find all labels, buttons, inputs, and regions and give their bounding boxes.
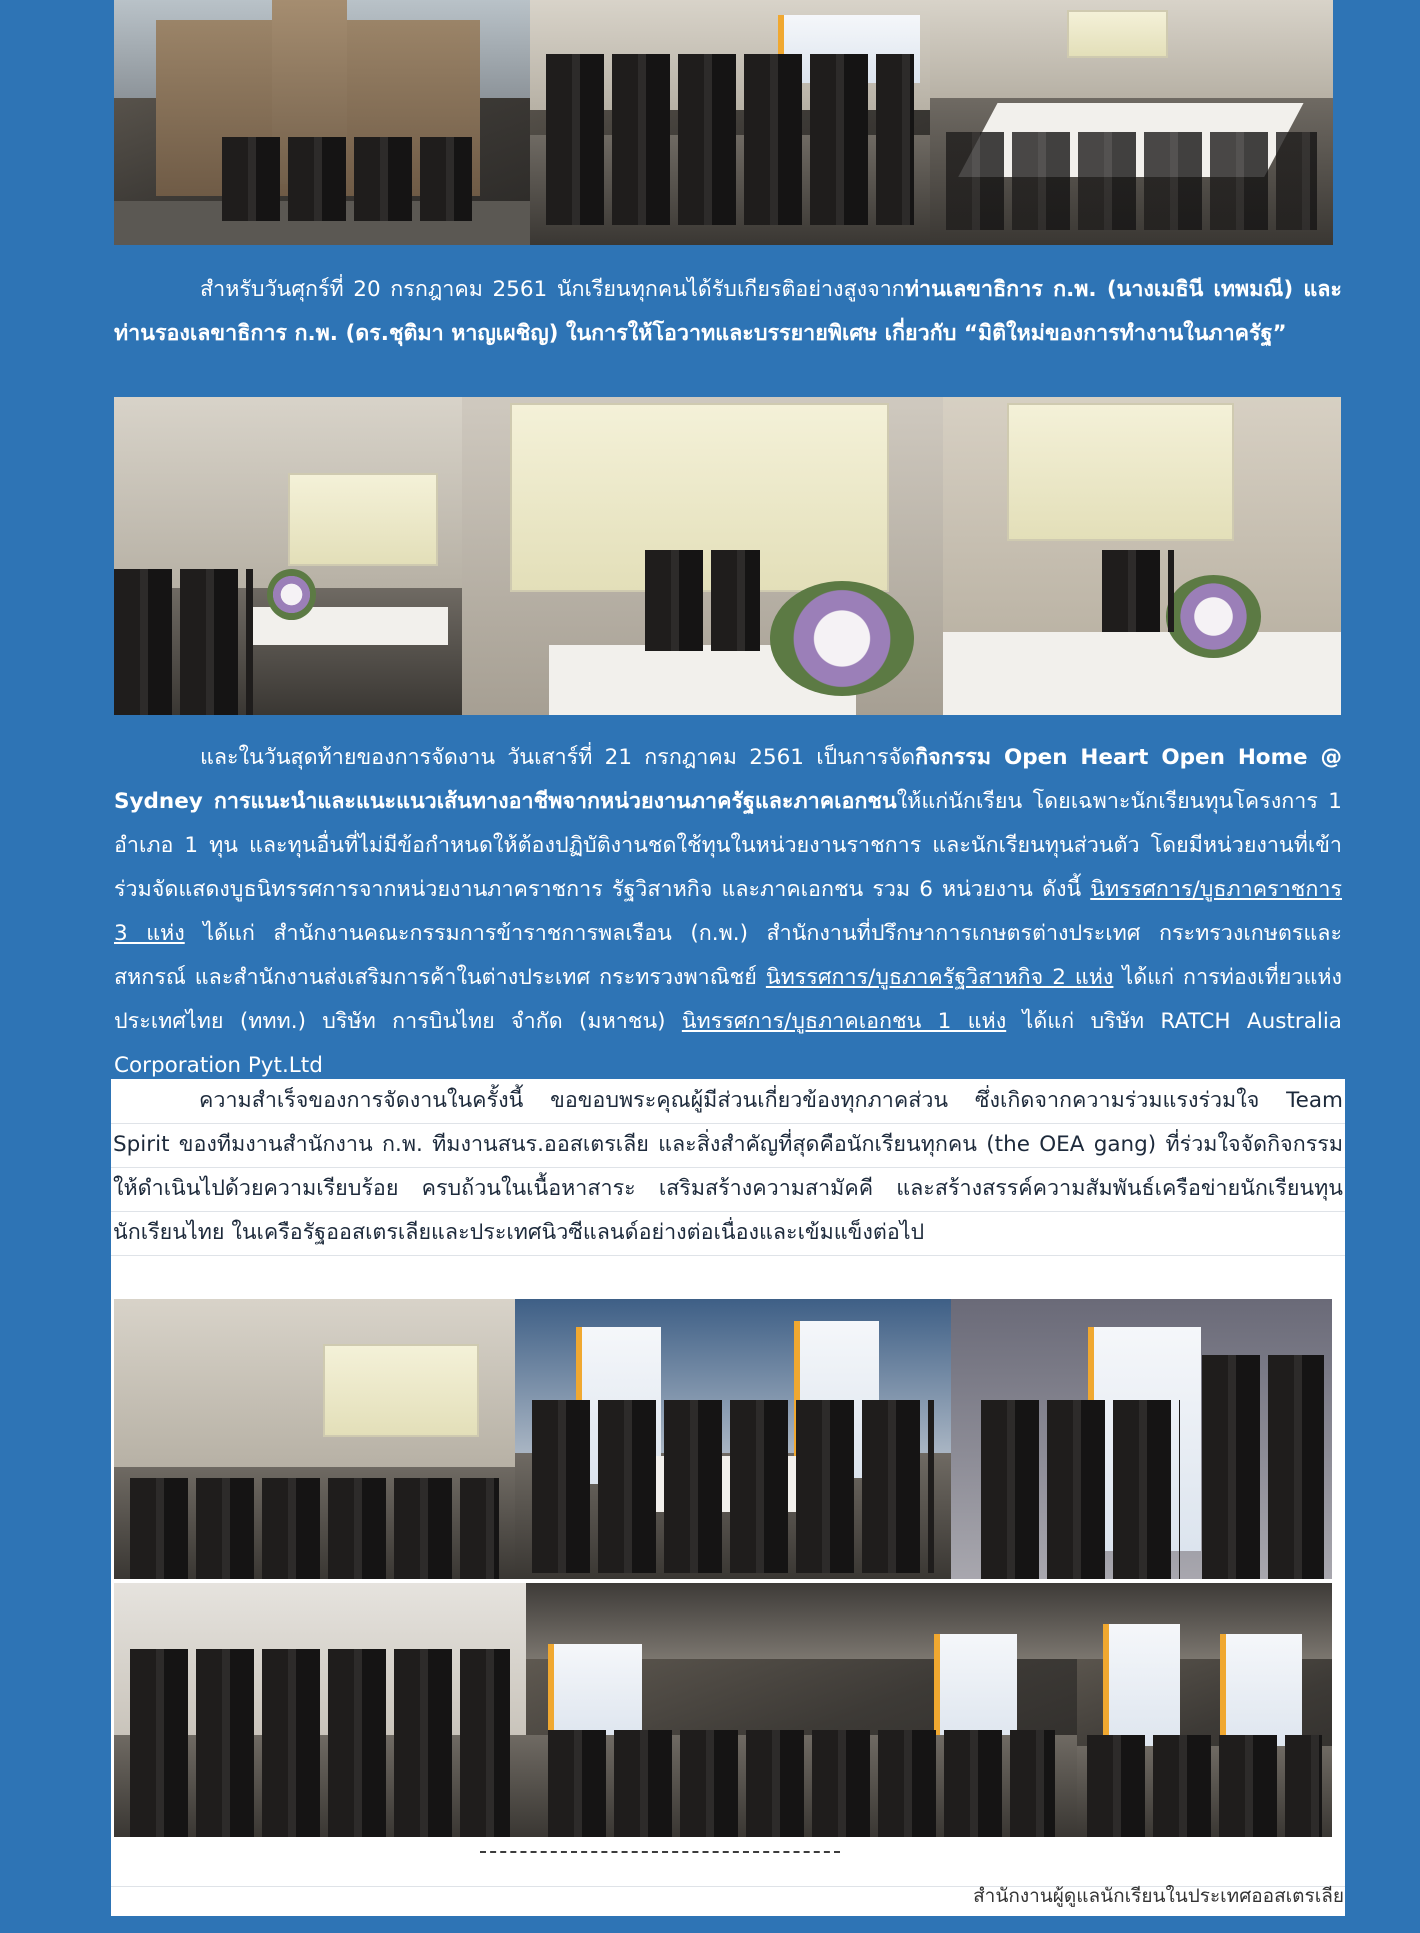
photo-deputy-lecture [943,397,1341,715]
footer-office-name: สำนักงานผู้ดูแลนักเรียนในประเทศออสเตรเลีย [973,1885,1344,1907]
photo-officials-group [114,1583,526,1837]
paragraph-secretary-general [114,268,1342,356]
paragraph-text: และในวันสุดท้ายของการจัดงาน วันเสาร์ที่ 21 กรกฎาคม 2561 เป็นการจัด [200,745,916,770]
paragraph-open-heart-open-home [114,736,1342,1088]
paragraph-text: ได้แก่ บริษัท RATCH Australia Corporation Pyt.Ltd [114,1009,1342,1078]
paragraph-bold-text: กิจกรรม Open Heart Open Home @ Sydney การแนะนำและแนะแนวเส้นทางอาชีพจากหน่วยงานภาครัฐและภาคเอกชน [114,745,1342,814]
paragraph-bold-text: ท่านเลขาธิการ ก.พ. (นางเมธินี เทพมณี) และท่านรองเลขาธิการ ก.พ. (ดร.ชุติมา หาญเผชิญ) ในการให้โอวาทและบรรยายพิเศษ เกี่ยวกับ “มิติใหม่ของการทำงานในภาครัฐ” [114,277,1342,346]
photo-seminar-room [114,397,462,715]
underlined-government-booths: นิทรรศการ/บูธภาคราชการ 3 แห่ง [114,877,1342,946]
photo-exhibition-booths [1077,1583,1332,1837]
photo-exhibition-crowd [526,1583,1077,1837]
dashed-separator [480,1851,840,1855]
photo-meeting-table [930,0,1333,245]
paragraph-text: สำหรับวันศุกร์ที่ 20 กรกฎาคม 2561 นักเรียนทุกคนได้รับเกียรติอย่างสูงจาก [200,277,905,302]
paragraph-text: ให้แก่นักเรียน โดยเฉพาะนักเรียนทุนโครงการ 1 อำเภอ 1 ทุน และทุนอื่นที่ไม่มีข้อกำหนดให้ต้องปฏิบัติงานชดใช้ทุนในหน่วยงานราชการ และนักเรียนทุนส่วนตัว โดยมีหน่วยงานที่เข้าร่วมจัดแสดงบูธนิทรรศการจากหน่วยงานภาคราชการ รัฐวิสาหกิจ และภาคเอกชน รวม 6 หน่วยงาน ดังนี้ [114,789,1342,902]
photo-booth-conversation [951,1299,1332,1579]
photo-audience-hall [114,1299,515,1579]
paragraph-text: ได้แก่ สำนักงานคณะกรรมการข้าราชการพลเรือน (ก.พ.) สำนักงานที่ปรึกษาการเกษตรต่างประเทศ กระทรวงเกษตรและสหกรณ์ และสำนักงานส่งเสริมการค้าในต่างประเทศ กระทรวงพาณิชย์ [114,921,1342,990]
paragraph-acknowledgement: ความสำเร็จของการจัดงานในครั้งนี้ ขอขอบพระคุณผู้มีส่วนเกี่ยวข้องทุกภาคส่วน ซึ่งเกิดจากความร่วมแรงร่วมใจ Team Spirit ของทีมงานสำนักงาน ก.พ. ทีมงานสนร.ออสเตรเลีย และสิ่งสำคัญที่สุดคือนักเรียนทุกคน (the OEA gang) ที่ร่วมใจจัดกิจกรรมให้ดำเนินไปด้วยความเรียบร้อย ครบถ้วนในเนื้อหาสาระ เสริมสร้างความสามัคคี และสร้างสรรค์ความสัมพันธ์เครือข่ายนักเรียนทุน นักเรียนไทย ในเครือรัฐออสเตรเลียและประเทศนิวซีแลนด์อย่างต่อเนื่องและเข้มแข็งต่อไป [113,1088,1343,1245]
photo-booth-group [515,1299,951,1579]
photo-office-group [530,0,930,245]
underlined-state-enterprise-booths: นิทรรศการ/บูธภาครัฐวิสาหกิจ 2 แห่ง [765,965,1114,990]
photo-secretary-general-speech [462,397,943,715]
photo-university-group [114,0,530,245]
underlined-private-booths: นิทรรศการ/บูธภาคเอกชน 1 แห่ง [681,1009,1007,1034]
paragraph-text: ได้แก่ การท่องเที่ยวแห่งประเทศไทย (ททท.) บริษัท การบินไทย จำกัด (มหาชน) [114,965,1342,1034]
